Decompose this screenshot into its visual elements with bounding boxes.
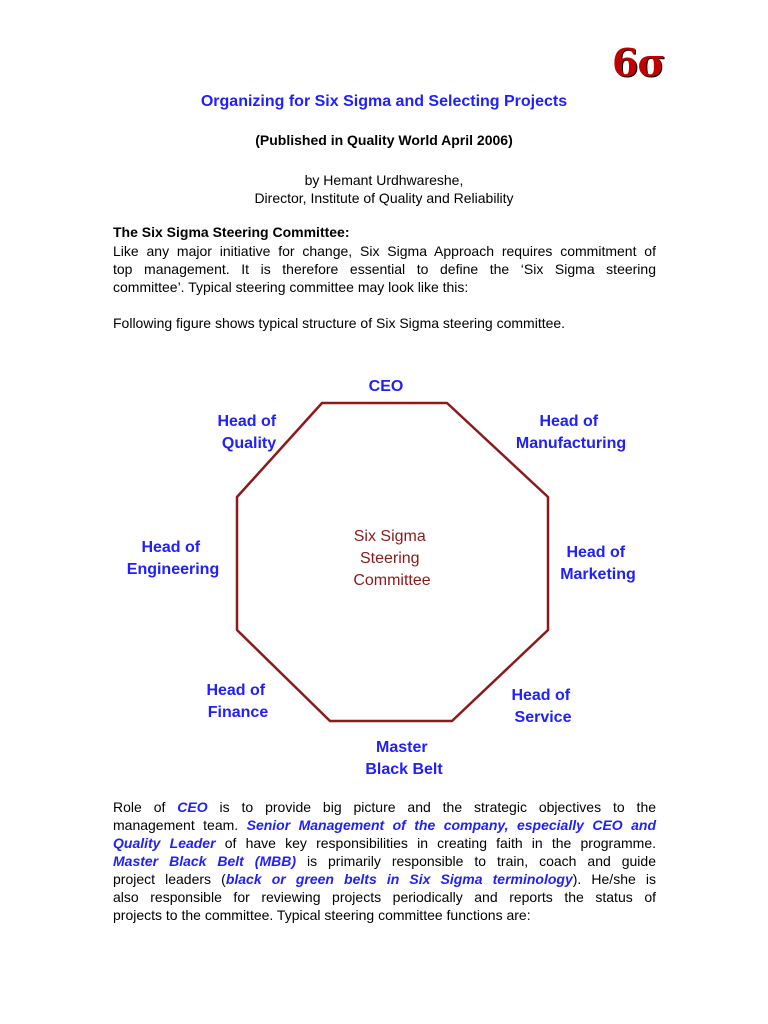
intro-line: committee’. Typical steering committee may look like this: (113, 279, 469, 295)
figure-intro-line: Following figure shows typical structure of Six Sigma steering committee. (113, 315, 566, 331)
ceo-highlight: CEO (177, 799, 208, 815)
belts-highlight: black or green belts in Six Sigma terminology (225, 871, 573, 887)
body-line: Quality Leader of have key responsibilities in creating faith in the programme. (113, 835, 656, 851)
role-ceo: CEO (368, 378, 404, 395)
author-name: by Hemant Urdhwareshe, (304, 172, 464, 188)
section-heading: The Six Sigma Steering Committee: (113, 224, 350, 240)
role-master-black-belt: Master Black Belt (365, 739, 443, 778)
body-line: Role of CEO is to provide big picture and the strategic objectives to the (113, 799, 657, 815)
center-label: Six Sigma Steering Committee (353, 528, 431, 589)
body-line: project leaders (black or green belts in Six Sigma terminology). He/she is (113, 871, 656, 887)
roles-paragraph (113, 798, 656, 924)
intro-line: Like any major initiative for change, Six Sigma Approach requires commitment of (113, 243, 656, 259)
senior-management-highlight: Senior Management of the company, especially CEO and (246, 817, 657, 833)
quality-leader-highlight: Quality Leader (113, 835, 216, 851)
role-head-service: Head of Service (511, 687, 572, 726)
body-line: management team. Senior Management of the company, especially CEO and (113, 817, 657, 833)
six-sigma-logo: 6σ (612, 40, 665, 85)
body-line: also responsible for reviewing projects periodically and reports the status of (113, 889, 656, 905)
role-head-engineering: Head of Engineering (126, 539, 220, 578)
page-title: Organizing for Six Sigma and Selecting Projects (200, 93, 568, 110)
body-line: Master Black Belt (MBB) is primarily responsible to train, coach and guide (113, 853, 656, 869)
intro-line: top management. It is therefore essential to define the ‘Six Sigma steering (113, 261, 656, 277)
body-line: projects to the committee. Typical steering committee functions are: (113, 907, 531, 923)
mbb-highlight: Master Black Belt (MBB) (113, 853, 296, 869)
author-affiliation: Director, Institute of Quality and Reliability (254, 190, 514, 206)
role-head-marketing: Head of Marketing (560, 544, 636, 583)
role-head-finance: Head of Finance (206, 682, 269, 721)
role-head-quality: Head of Quality (217, 413, 277, 452)
role-head-manufacturing: Head of Manufacturing (515, 413, 627, 452)
publication-note: (Published in Quality World April 2006) (255, 132, 513, 148)
